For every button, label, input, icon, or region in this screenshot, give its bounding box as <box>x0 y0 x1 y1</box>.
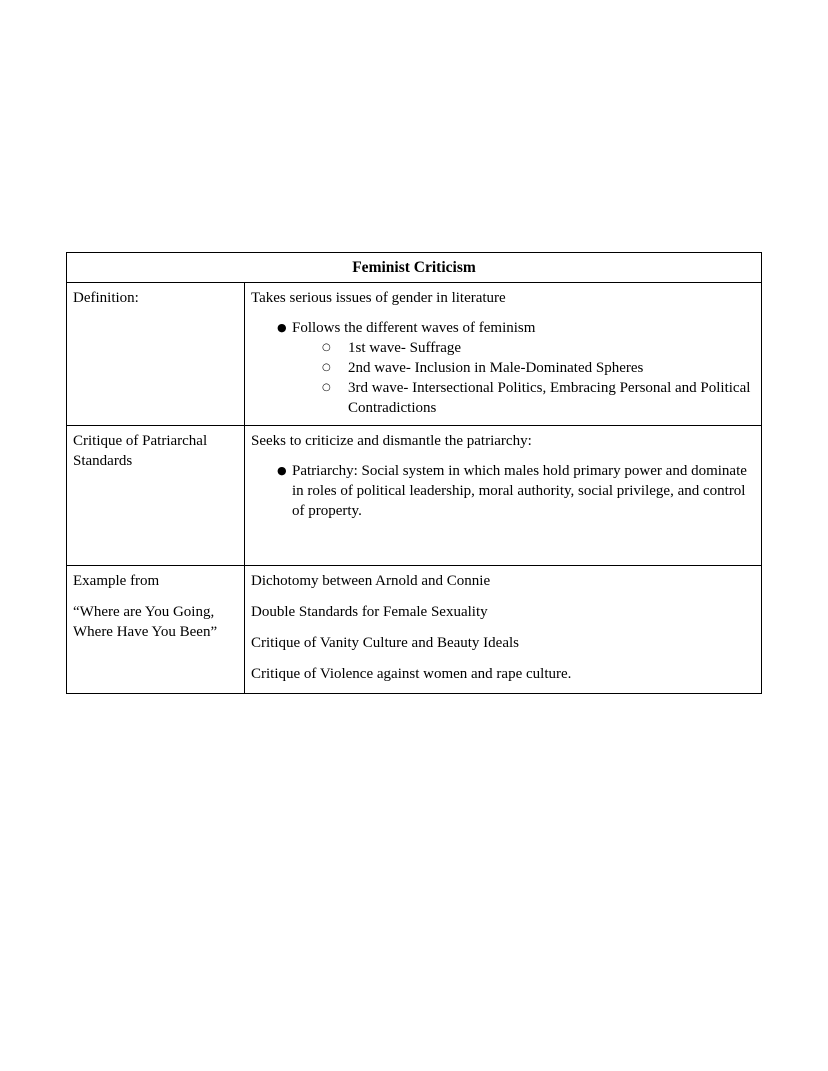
row-label: Example from <box>73 573 160 589</box>
bullet-text: Follows the different waves of feminism <box>292 320 536 336</box>
feminist-criticism-table <box>66 252 762 694</box>
table-title: Feminist Criticism <box>352 258 476 276</box>
content-paragraph: Double Standards for Female Sexuality <box>251 604 488 620</box>
bullet-circle-icon: ○ <box>322 342 331 353</box>
content-intro: Seeks to criticize and dismantle the patriarchy: <box>251 433 532 449</box>
row-label-cell <box>67 426 245 565</box>
bullet-disc-icon: ● <box>277 321 287 334</box>
list-item <box>251 378 753 418</box>
table-title-row <box>67 253 761 283</box>
subbullet-text: 2nd wave- Inclusion in Male-Dominated Spheres <box>348 360 644 376</box>
list-item <box>251 318 753 338</box>
subbullet-text: 3rd wave- Intersectional Politics, Embracing Personal and Political Contradictions <box>348 380 751 416</box>
list-item <box>251 461 753 521</box>
content-paragraph: Dichotomy between Arnold and Connie <box>251 573 491 589</box>
row-label-cell <box>67 566 245 693</box>
row-label-cell <box>67 283 245 425</box>
bullet-circle-icon: ○ <box>322 362 331 373</box>
row-label: Critique of Patriarchal Standards <box>73 433 208 469</box>
table-row-patriarchal-standards <box>67 426 761 566</box>
table-row-example <box>67 566 761 693</box>
bullet-list <box>251 461 753 521</box>
content-paragraph: Critique of Vanity Culture and Beauty Ideals <box>251 635 520 651</box>
row-content-cell <box>245 426 761 565</box>
bullet-circle-icon: ○ <box>322 382 331 393</box>
row-content-cell <box>245 283 761 425</box>
list-item <box>251 358 753 378</box>
content-intro: Takes serious issues of gender in literature <box>251 290 506 306</box>
bullet-disc-icon: ● <box>277 464 287 477</box>
bullet-text: Patriarchy: Social system in which males hold primary power and dominate in roles of political leadership, moral authority, social privilege, and control of property. <box>292 463 747 519</box>
table-row-definition <box>67 283 761 426</box>
bullet-list <box>251 318 753 418</box>
row-label-quote: “Where are You Going, Where Have You Been” <box>73 604 218 640</box>
row-content-cell <box>245 566 761 693</box>
subbullet-text: 1st wave- Suffrage <box>348 340 462 356</box>
list-item <box>251 338 753 358</box>
content-paragraph: Critique of Violence against women and rape culture. <box>251 666 572 682</box>
row-label: Definition: <box>73 290 139 306</box>
